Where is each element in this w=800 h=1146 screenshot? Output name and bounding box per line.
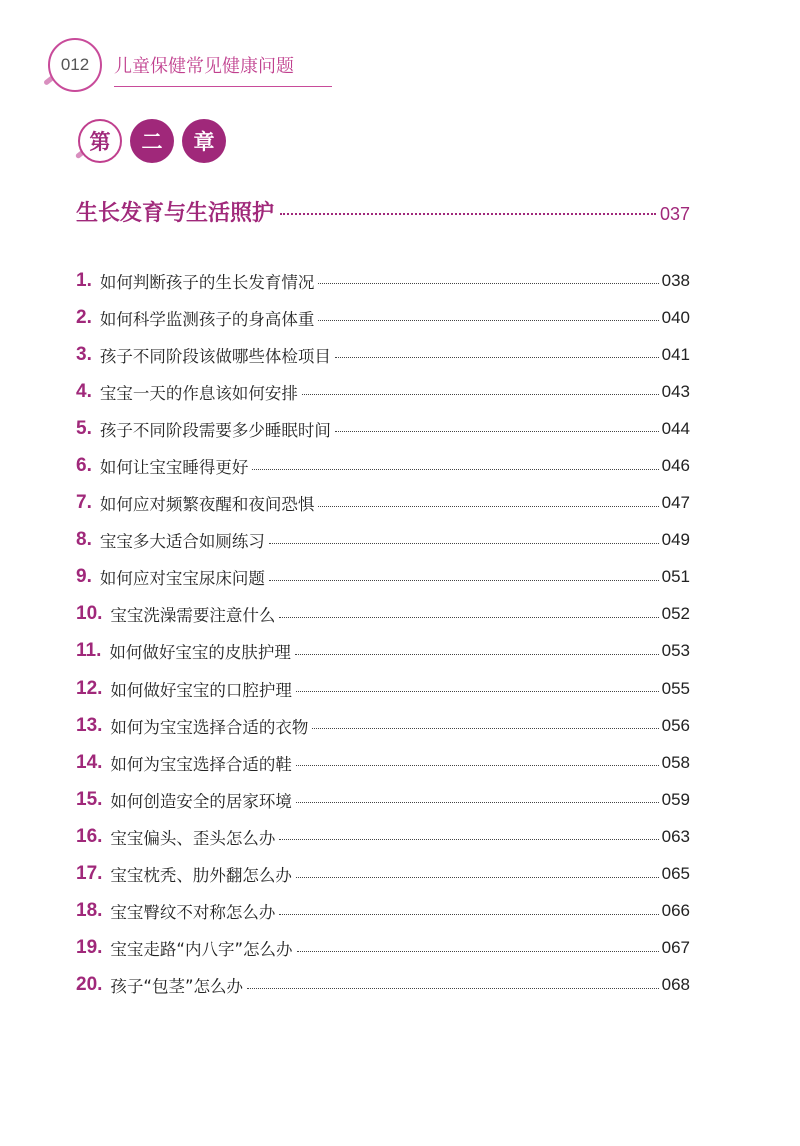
toc-entry-page: 052 bbox=[661, 604, 690, 624]
toc-entry-page: 056 bbox=[661, 715, 690, 735]
toc-dot-leader bbox=[279, 914, 658, 915]
table-of-contents bbox=[76, 262, 690, 1004]
toc-dot-leader bbox=[318, 506, 658, 507]
toc-entry-page: 068 bbox=[661, 975, 690, 995]
chapter-suffix-badge: 章 bbox=[182, 119, 226, 163]
toc-entry-title: 如何创造安全的居家环境 bbox=[110, 791, 292, 811]
toc-dot-leader bbox=[269, 543, 659, 544]
toc-dot-leader bbox=[279, 617, 658, 618]
chapter-numeral-badge: 二 bbox=[130, 119, 174, 163]
toc-dot-leader bbox=[296, 691, 659, 692]
toc-entry-title: 如何应对宝宝尿床问题 bbox=[99, 569, 265, 589]
toc-entry-title: 如何让宝宝睡得更好 bbox=[99, 458, 249, 478]
toc-entry-page: 065 bbox=[661, 864, 690, 884]
toc-entry-title: 孩子“包茎”怎么办 bbox=[110, 977, 244, 997]
toc-entry-title: 如何为宝宝选择合适的鞋 bbox=[110, 754, 292, 774]
toc-entry-title: 宝宝臀纹不对称怎么办 bbox=[110, 903, 276, 923]
toc-entry-number: 17. bbox=[76, 863, 103, 885]
toc-entry-number: 3. bbox=[76, 343, 92, 365]
toc-entry-title: 如何做好宝宝的皮肤护理 bbox=[109, 643, 291, 663]
section-dot-leader bbox=[280, 213, 656, 215]
toc-entry-title: 宝宝枕秃、肋外翻怎么办 bbox=[110, 866, 292, 886]
toc-entry-title: 如何科学监测孩子的身高体重 bbox=[99, 309, 315, 329]
toc-dot-leader bbox=[252, 469, 658, 470]
header-rule bbox=[114, 86, 332, 87]
toc-entry-page: 066 bbox=[661, 901, 690, 921]
toc-entry-title: 宝宝偏头、歪头怎么办 bbox=[110, 828, 276, 848]
toc-dot-leader bbox=[335, 431, 659, 432]
toc-entry-title: 孩子不同阶段需要多少睡眠时间 bbox=[99, 420, 331, 440]
toc-entry-number: 15. bbox=[76, 788, 103, 810]
toc-dot-leader bbox=[335, 357, 659, 358]
toc-entry-page: 043 bbox=[661, 381, 690, 401]
toc-entry-page: 058 bbox=[661, 752, 690, 772]
section-entry[interactable] bbox=[76, 196, 690, 227]
toc-entry[interactable] bbox=[76, 410, 690, 447]
toc-entry-number: 20. bbox=[76, 974, 103, 996]
toc-entry-title: 如何做好宝宝的口腔护理 bbox=[110, 680, 292, 700]
toc-entry-page: 041 bbox=[661, 344, 690, 364]
toc-entry-page: 044 bbox=[661, 418, 690, 438]
toc-dot-leader bbox=[247, 988, 659, 989]
toc-dot-leader bbox=[279, 839, 658, 840]
toc-entry-title: 宝宝走路“内八字”怎么办 bbox=[110, 940, 293, 960]
toc-entry-number: 18. bbox=[76, 900, 103, 922]
toc-entry-number: 5. bbox=[76, 417, 92, 439]
toc-entry-number: 2. bbox=[76, 306, 92, 328]
toc-entry-number: 7. bbox=[76, 492, 92, 514]
toc-entry-number: 16. bbox=[76, 825, 103, 847]
toc-entry[interactable] bbox=[76, 299, 690, 336]
toc-entry-page: 063 bbox=[661, 826, 690, 846]
toc-entry-title: 孩子不同阶段该做哪些体检项目 bbox=[99, 346, 331, 366]
toc-entry-page: 046 bbox=[661, 456, 690, 476]
toc-entry-page: 051 bbox=[661, 567, 690, 587]
toc-entry[interactable] bbox=[76, 633, 690, 670]
toc-entry[interactable] bbox=[76, 930, 690, 967]
toc-dot-leader bbox=[302, 394, 659, 395]
toc-entry-page: 053 bbox=[661, 641, 690, 661]
chapter-heading bbox=[72, 118, 226, 164]
toc-entry-title: 宝宝洗澡需要注意什么 bbox=[110, 606, 276, 626]
toc-dot-leader bbox=[318, 283, 658, 284]
toc-entry[interactable] bbox=[76, 781, 690, 818]
toc-entry-number: 9. bbox=[76, 566, 92, 588]
toc-entry-number: 11. bbox=[76, 640, 102, 662]
toc-entry-number: 10. bbox=[76, 603, 103, 625]
toc-entry-number: 14. bbox=[76, 751, 103, 773]
toc-dot-leader bbox=[297, 951, 659, 952]
toc-entry-title: 如何为宝宝选择合适的衣物 bbox=[110, 717, 309, 737]
toc-entry[interactable] bbox=[76, 596, 690, 633]
toc-entry[interactable] bbox=[76, 707, 690, 744]
toc-dot-leader bbox=[269, 580, 659, 581]
toc-entry[interactable] bbox=[76, 893, 690, 930]
toc-entry-number: 19. bbox=[76, 937, 103, 959]
chapter-prefix-badge: 第 bbox=[78, 119, 122, 163]
toc-entry-number: 8. bbox=[76, 529, 92, 551]
toc-entry[interactable] bbox=[76, 447, 690, 484]
toc-entry[interactable] bbox=[76, 373, 690, 410]
page-number-badge bbox=[48, 38, 102, 92]
toc-entry-page: 059 bbox=[661, 789, 690, 809]
toc-entry[interactable] bbox=[76, 262, 690, 299]
toc-entry-number: 6. bbox=[76, 455, 92, 477]
toc-entry-page: 038 bbox=[661, 270, 690, 290]
toc-entry-title: 宝宝一天的作息该如何安排 bbox=[99, 383, 298, 403]
toc-entry-page: 040 bbox=[661, 307, 690, 327]
toc-entry[interactable] bbox=[76, 856, 690, 893]
page-header bbox=[44, 38, 304, 98]
toc-entry[interactable] bbox=[76, 744, 690, 781]
toc-entry-page: 067 bbox=[661, 938, 690, 958]
toc-dot-leader bbox=[295, 654, 659, 655]
running-title: 儿童保健常见健康问题 bbox=[114, 56, 294, 77]
toc-entry-number: 4. bbox=[76, 380, 92, 402]
section-title: 生长发育与生活照护 bbox=[76, 201, 275, 226]
toc-entry-page: 055 bbox=[661, 678, 690, 698]
toc-entry[interactable] bbox=[76, 559, 690, 596]
toc-entry-number: 13. bbox=[76, 714, 103, 736]
section-page-number: 037 bbox=[659, 204, 690, 224]
toc-entry-number: 12. bbox=[76, 677, 103, 699]
toc-entry[interactable] bbox=[76, 336, 690, 373]
toc-entry-title: 如何应对频繁夜醒和夜间恐惧 bbox=[99, 495, 315, 515]
toc-dot-leader bbox=[296, 765, 659, 766]
toc-dot-leader bbox=[296, 802, 659, 803]
toc-dot-leader bbox=[312, 728, 658, 729]
toc-dot-leader bbox=[318, 320, 658, 321]
toc-dot-leader bbox=[296, 877, 659, 878]
toc-entry-page: 047 bbox=[661, 493, 690, 513]
toc-entry-page: 049 bbox=[661, 530, 690, 550]
toc-entry[interactable] bbox=[76, 818, 690, 855]
toc-entry[interactable] bbox=[76, 522, 690, 559]
toc-entry-title: 如何判断孩子的生长发育情况 bbox=[99, 272, 315, 292]
page-number: 012 bbox=[60, 55, 90, 74]
toc-entry[interactable] bbox=[76, 670, 690, 707]
toc-entry-title: 宝宝多大适合如厕练习 bbox=[99, 532, 265, 552]
toc-entry[interactable] bbox=[76, 967, 690, 1004]
toc-entry[interactable] bbox=[76, 485, 690, 522]
toc-entry-number: 1. bbox=[76, 269, 92, 291]
